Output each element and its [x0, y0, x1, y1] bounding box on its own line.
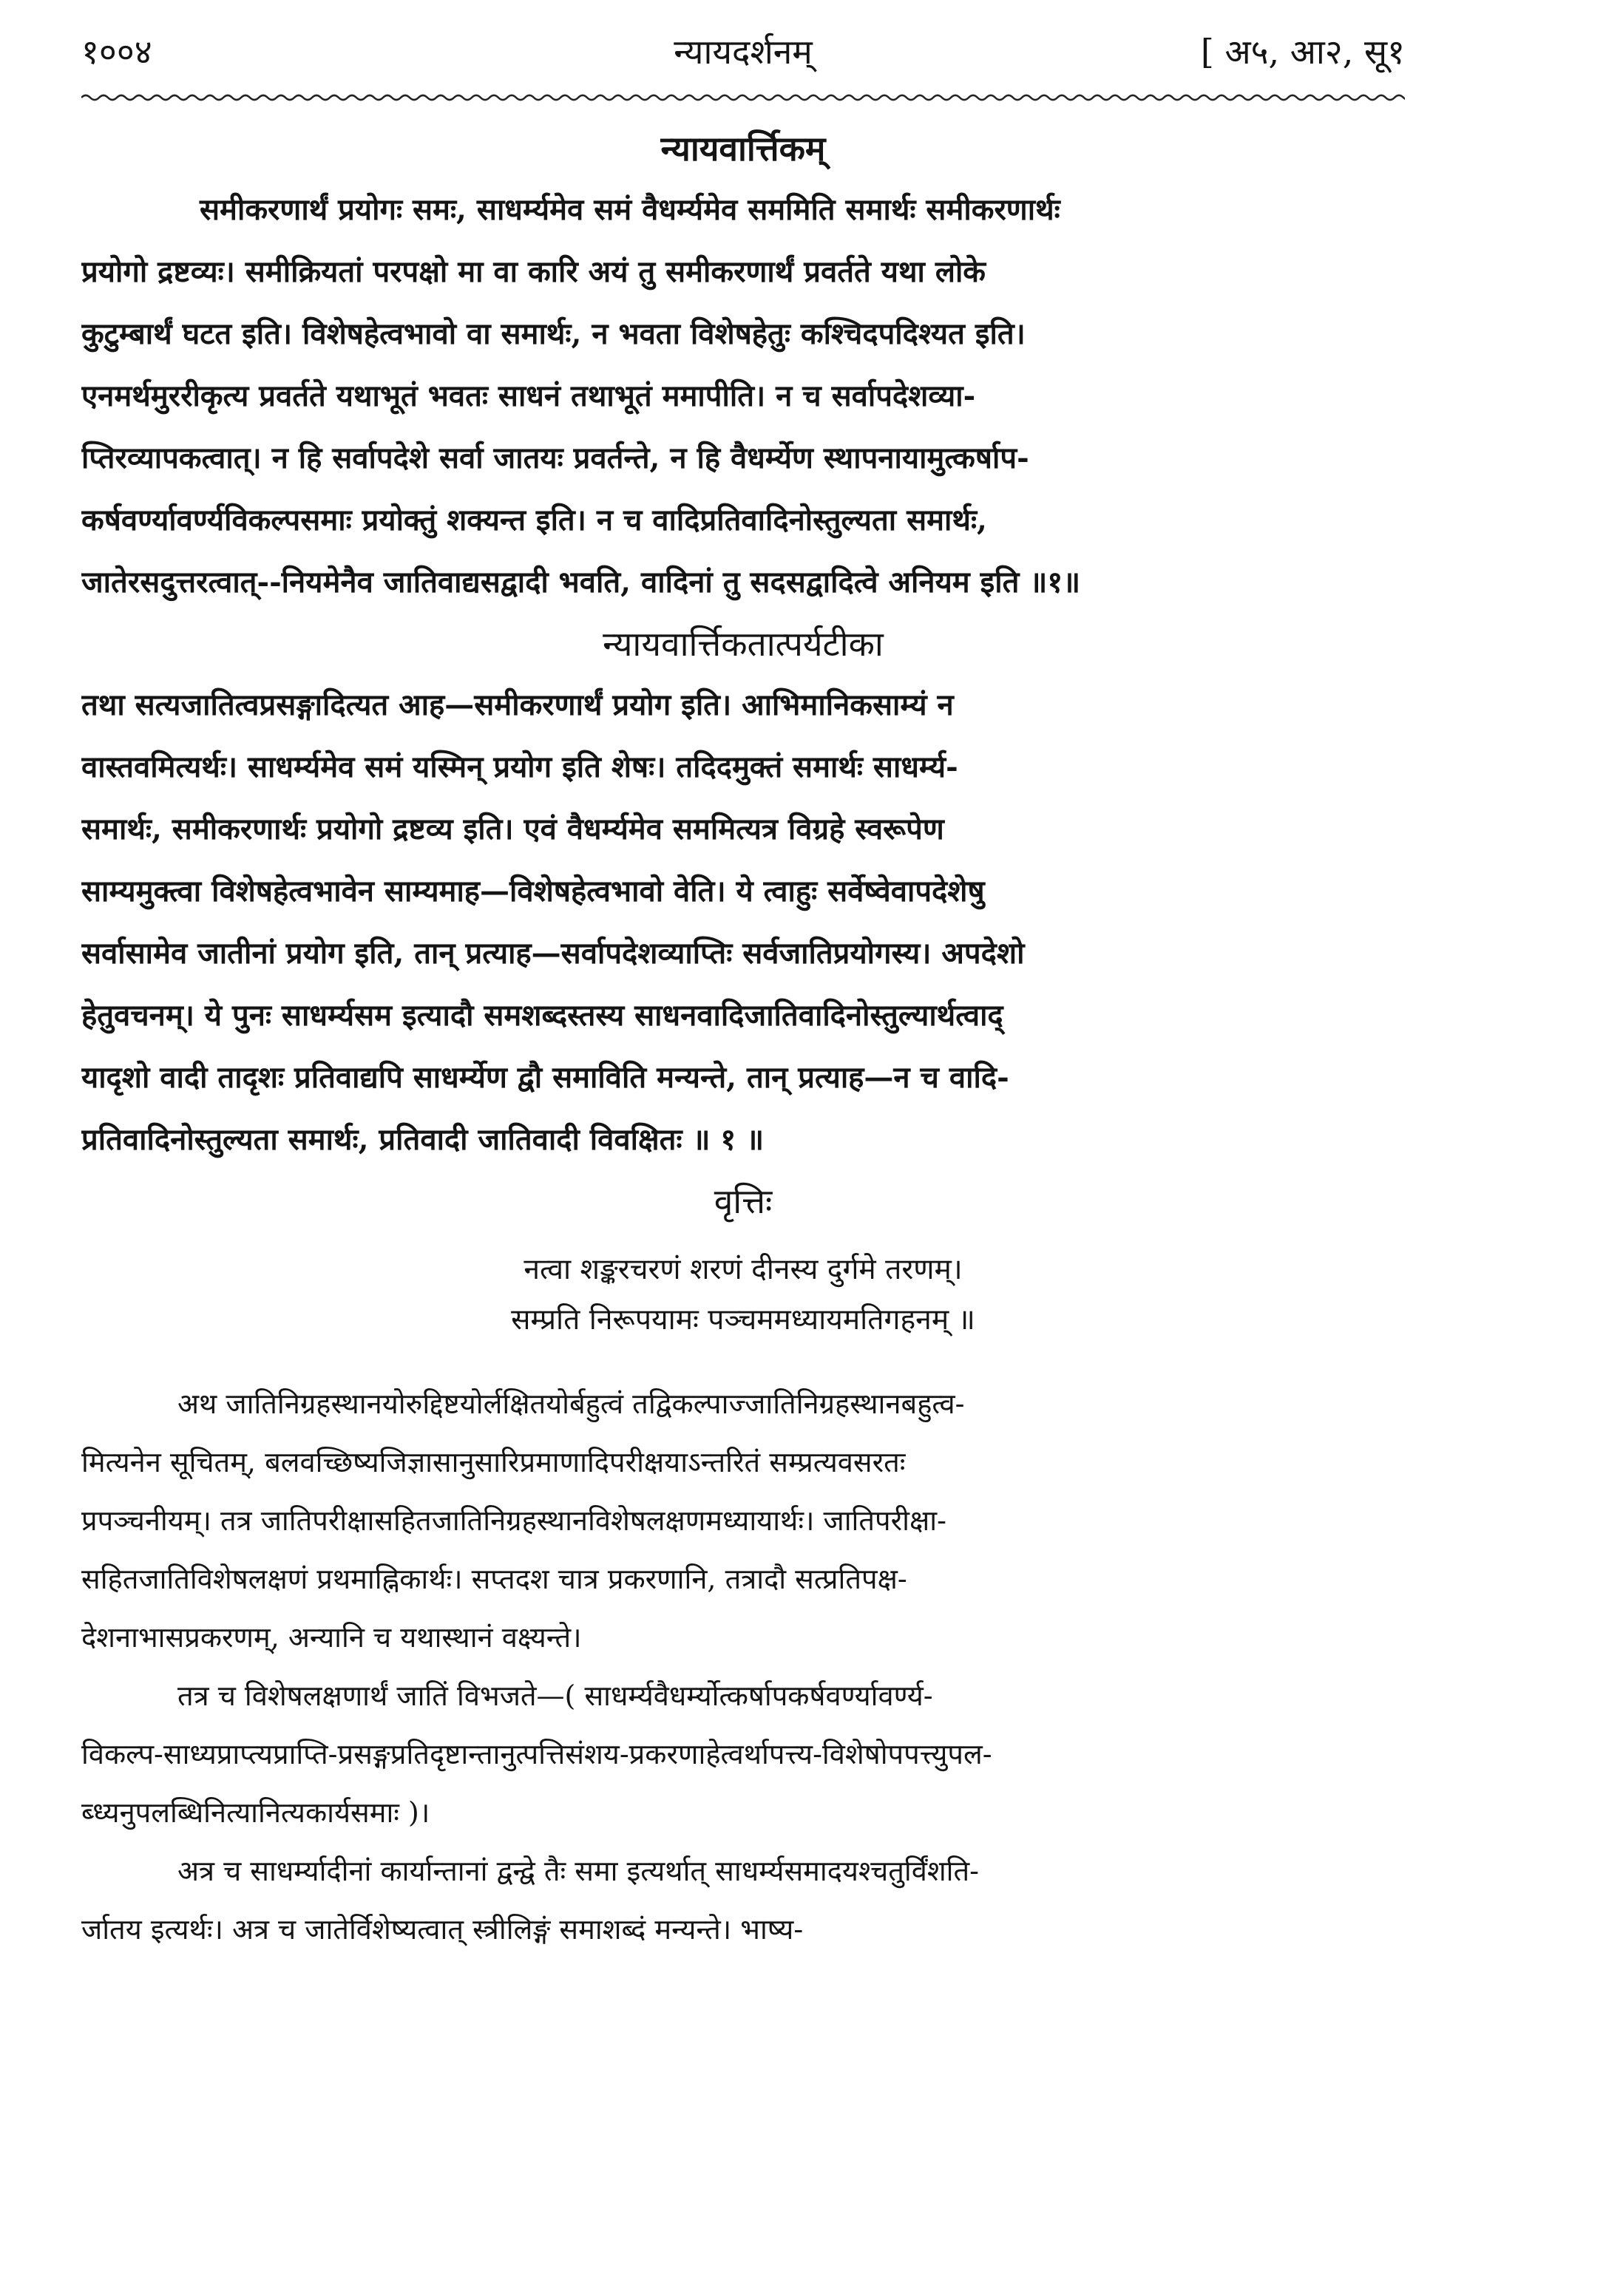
header-wavy-rule	[81, 92, 1405, 103]
text-line: अथ जातिनिग्रहस्थानयोरुद्दिष्टयोर्लक्षितयोर्बहुत्वं तद्विकल्पाज्जातिनिग्रहस्थानबहुत्व-	[177, 1388, 965, 1420]
running-title: न्यायदर्शनम्	[674, 32, 813, 72]
text-line: विकल्प-साध्यप्राप्त्यप्राप्ति-प्रसङ्गप्रतिदृष्टान्तानुत्पत्तिसंशय-प्रकरणाहेत्वर्थापत्त्य-विशेषोपपत्त्युपल-	[81, 1738, 992, 1770]
vartika-section	[81, 118, 1405, 614]
text-line: एनमर्थमुररीकृत्य प्रवर्तते यथाभूतं भवतः साधनं तथाभूतं ममापीति। न च सर्वापदेशव्या-	[81, 378, 976, 413]
section-heading: न्यायवार्त्तिकम्	[660, 129, 826, 169]
text-line: प्तिरव्यापकत्वात्। न हि सर्वापदेशे सर्वा जातयः प्रवर्तन्ते, न हि वैधर्म्येण स्थापनायामुत्कर्षाप-	[81, 441, 1029, 475]
text-line: र्जातय इत्यर्थः। अत्र च जातेर्विशेष्यत्वात् स्त्रीलिङ्गं समाशब्दं मन्यन्ते। भाष्य-	[81, 1913, 804, 1946]
running-header	[81, 22, 1405, 81]
text-line: साम्यमुक्त्वा विशेषहेत्वभावेन साम्यमाह—विशेषहेत्वभावो वेति। ये त्वाहुः सर्वेष्वेवापदेशेषु	[81, 874, 985, 908]
text-line: प्रपञ्चनीयम्। तत्र जातिपरीक्षासहितजातिनिग्रहस्थानविशेषलक्षणमध्यायार्थः। जातिपरीक्षा-	[81, 1504, 946, 1537]
section-heading: न्यायवार्त्तिकतात्पर्यटीका	[603, 624, 884, 664]
page-number: १००४	[81, 32, 152, 72]
text-line: वास्तवमित्यर्थः। साधर्म्यमेव समं यस्मिन् प्रयोग इति शेषः। तदिदमुक्तं समार्थः साधर्म्य-	[81, 750, 958, 784]
text-line: कुटुम्बार्थं घटत इति। विशेषहेत्वभावो वा समार्थः, न भवता विशेषहेतुः कश्चिदपदिश्यत इति।	[81, 316, 1026, 351]
text-line: अत्र च साधर्म्यादीनां कार्यान्तानां द्वन्द्वे तैः समा इत्यर्थात् साधर्म्यसमादयश्चतुर्विंशति-	[177, 1855, 980, 1887]
chapter-reference: [ अ५, आ२, सू१	[1200, 32, 1405, 72]
text-line: सर्वासामेव जातीनां प्रयोग इति, तान् प्रत्याह—सर्वापदेशव्याप्तिः सर्वजातिप्रयोगस्य। अपदेशो	[81, 936, 1025, 971]
text-line: प्रतिवादिनोस्तुल्यता समार्थः, प्रतिवादी जातिवादी विवक्षितः ॥ १ ॥	[81, 1122, 765, 1157]
text-line: समीकरणार्थं प्रयोगः समः, साधर्म्यमेव समं वैधर्म्यमेव सममिति समार्थः समीकरणार्थः	[200, 192, 1060, 227]
text-line: जातेरसदुत्तरत्वात्--नियमेनैव जातिवाद्यसद्वादी भवति, वादिनां तु सदसद्वादित्वे अनियम इति ॥१॥	[81, 565, 1081, 600]
text-line: समार्थः, समीकरणार्थः प्रयोगो द्रष्टव्य इति। एवं वैधर्म्यमेव सममित्यत्र विग्रहे स्वरूपेण	[81, 812, 944, 846]
text-line: यादृशो वादी तादृशः प्रतिवाद्यपि साधर्म्येण द्वौ समाविति मन्यन्ते, तान् प्रत्याह—न च वादि-	[81, 1060, 1009, 1095]
section-heading: वृत्तिः	[714, 1181, 773, 1221]
vritti-section	[81, 1171, 1405, 1959]
text-line: सहितजातिविशेषलक्षणं प्रथमाह्निकार्थः। सप्तदश चात्र प्रकरणानि, तत्रादौ सत्प्रतिपक्ष-	[81, 1563, 907, 1595]
page-body	[81, 118, 1405, 1959]
text-line: तत्र च विशेषलक्षणार्थं जातिं विभजते—( साधर्म्यवैधर्म्योत्कर्षापकर्षवर्ण्यावर्ण्य-	[177, 1679, 933, 1712]
text-line: हेतुवचनम्। ये पुनः साधर्म्यसम इत्यादौ समशब्दस्तस्य साधनवादिजातिवादिनोस्तुल्यार्थत्वाद्	[81, 998, 1003, 1033]
text-line: प्रयोगो द्रष्टव्यः। समीक्रियतां परपक्षो मा वा कारि अयं तु समीकरणार्थं प्रवर्तते यथा लोके	[81, 254, 986, 289]
text-line: तथा सत्यजातित्वप्रसङ्गादित्यत आह—समीकरणार्थं प्रयोग इति। आभिमानिकसाम्यं न	[81, 687, 954, 722]
verse-line: नत्वा शङ्करचरणं शरणं दीनस्य दुर्गमे तरणम्।	[524, 1253, 963, 1286]
text-line: ब्ध्यनुपलब्धिनित्यानित्यकार्यसमाः )।	[81, 1796, 430, 1829]
text-line: देशनाभासप्रकरणम्, अन्यानि च यथास्थानं वक्ष्यन्ते।	[81, 1621, 582, 1654]
text-line: कर्षवर्ण्यावर्ण्यविकल्पसमाः प्रयोक्तुं शक्यन्त इति। न च वादिप्रतिवादिनोस्तुल्यता समार्थः,	[81, 503, 987, 537]
verse-line: सम्प्रति निरूपयामः पञ्चममध्यायमतिगहनम् ॥	[511, 1303, 975, 1336]
text-line: मित्यनेन सूचितम्, बलवच्छिष्यजिज्ञासानुसारिप्रमाणादिपरीक्षयाऽन्तरितं सम्प्रत्यवसरतः	[81, 1446, 906, 1478]
tika-section	[81, 614, 1405, 1171]
